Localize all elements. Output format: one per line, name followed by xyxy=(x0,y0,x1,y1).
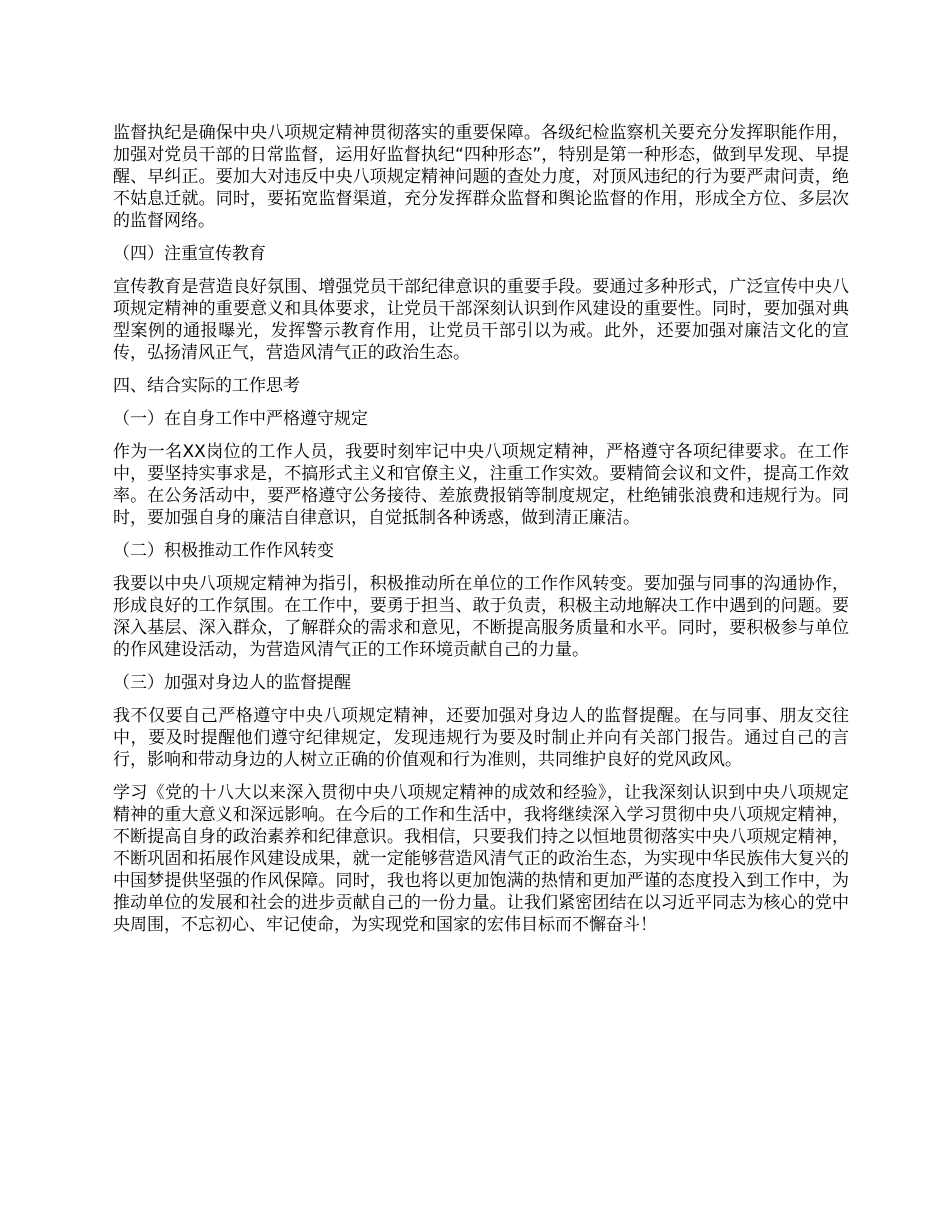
paragraph-publicity: 宣传教育是营造良好氛围、增强党员干部纪律意识的重要手段。要通过多种形式，广泛宣传中央八项规定精神的重要意义和具体要求，让党员干部深刻认识到作风建设的重要性。同时，要加强对典型案例的通报曝光，发挥警示教育作用，让党员干部引以为戒。此外，还要加强对廉洁文化的宣传，弘扬清风正气，营造风清气正的政治生态。 xyxy=(113,277,849,363)
heading-work-style: （二）积极推动工作作风转变 xyxy=(113,541,334,561)
document-page xyxy=(113,122,849,947)
paragraph-work-style: 我要以中央八项规定精神为指引，积极推动所在单位的工作作风转变。要加强与同事的沟通协作，形成良好的工作氛围。在工作中，要勇于担当、敢于负责，积极主动地解决工作中遇到的问题。要深入基层、深入群众，了解群众的需求和意见，不断提高服务质量和水平。同时，要积极参与单位的作风建设活动，为营造风清气正的工作环境贡献自己的力量。 xyxy=(113,574,849,660)
paragraph-conclusion: 学习《党的十八大以来深入贯彻中央八项规定精神的成效和经验》，让我深刻认识到中央八项规定精神的重大意义和深远影响。在今后的工作和生活中，我将继续深入学习贯彻中央八项规定精神，不断提高自身的政治素养和纪律意识。我相信，只要我们持之以恒地贯彻落实中央八项规定精神，不断巩固和拓展作风建设成果，就一定能够营造风清气正的政治生态，为实现中华民族伟大复兴的中国梦提供坚强的作风保障。同时，我也将以更加饱满的热情和更加严谨的态度投入到工作中，为推动单位的发展和社会的进步贡献自己的一份力量。让我们紧密团结在以习近平同志为核心的党中央周围，不忘初心、牢记使命，为实现党和国家的宏伟目标而不懈奋斗！ xyxy=(113,783,849,935)
paragraph-self-compliance: 作为一名XX岗位的工作人员，我要时刻牢记中央八项规定精神，严格遵守各项纪律要求。在工作中，要坚持实事求是，不搞形式主义和官僚主义，注重工作实效。要精简会议和文件，提高工作效率。在公务活动中，要严格遵守公务接待、差旅费报销等制度规定，杜绝铺张浪费和违规行为。同时，要加强自身的廉洁自律意识，自觉抵制各种诱惑，做到清正廉洁。 xyxy=(113,442,849,528)
paragraph-peer-supervision: 我不仅要自己严格遵守中央八项规定精神，还要加强对身边人的监督提醒。在与同事、朋友交往中，要及时提醒他们遵守纪律规定，发现违规行为要及时制止并向有关部门报告。通过自己的言行，影响和带动身边的人树立正确的价值观和行为准则，共同维护良好的党风政风。 xyxy=(113,706,849,770)
heading-peer-supervision: （三）加强对身边人的监督提醒 xyxy=(113,673,351,693)
paragraph-supervision: 监督执纪是确保中央八项规定精神贯彻落实的重要保障。各级纪检监察机关要充分发挥职能作用，加强对党员干部的日常监督，运用好监督执纪“四种形态”，特别是第一种形态，做到早发现、早提醒、早纠正。要加大对违反中央八项规定精神问题的查处力度，对顶风违纪的行为要严肃问责，绝不姑息迁就。同时，要拓宽监督渠道，充分发挥群众监督和舆论监督的作用，形成全方位、多层次的监督网络。 xyxy=(113,123,849,231)
heading-self-compliance: （一）在自身工作中严格遵守规定 xyxy=(113,409,368,429)
heading-section-four: 四、结合实际的工作思考 xyxy=(113,376,300,396)
heading-publicity-education: （四）注重宣传教育 xyxy=(113,244,266,264)
